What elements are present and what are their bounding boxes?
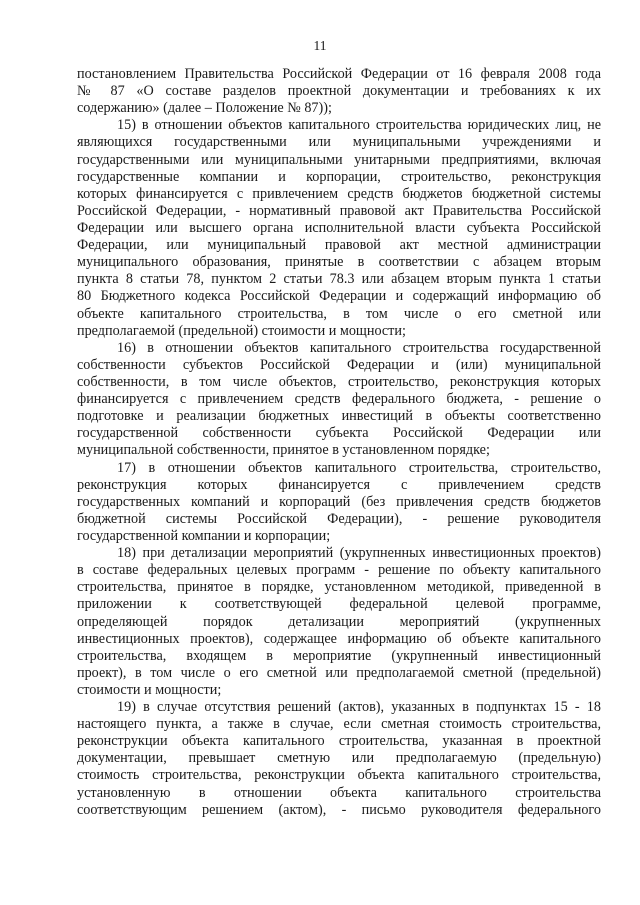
text-line: муниципальной собственности, принятое в установленном порядке; xyxy=(77,442,490,459)
text-line: инвестиционных проектов), содержащее информацию об объекте капитального xyxy=(77,630,601,647)
text-line: объекте капитального строительства, в том числе о его сметной или xyxy=(77,305,601,322)
document-body xyxy=(77,66,601,819)
text-line: государственными или муниципальными унитарными предприятиями, включая xyxy=(77,151,601,168)
text-line: стоимости и мощности; xyxy=(77,681,222,698)
text-line: постановлением Правительства Российской Федерации от 16 февраля 2008 года xyxy=(77,66,601,82)
paragraph-item-18 xyxy=(77,545,601,699)
text-line: муниципального образования, принятые в соответствии с абзацем вторым xyxy=(77,254,601,271)
text-line: приложении к соответствующей федеральной целевой программе, xyxy=(77,596,601,613)
text-line: определяющей порядок детализации мероприятий (укрупненных xyxy=(77,613,601,630)
text-line: собственности субъектов Российской Федерации и (или) муниципальной xyxy=(77,356,601,373)
text-line: установленную в отношении объекта капитального строительства xyxy=(77,784,601,801)
text-line: 16) в отношении объектов капитального строительства государственной xyxy=(117,339,601,356)
paragraph-item-19 xyxy=(77,699,601,819)
text-line: строительства, принятое в порядке, установленном методикой, приведенной в xyxy=(77,579,601,596)
text-line: собственности, в том числе объектов, строительство, реконструкция которых xyxy=(77,373,601,390)
text-line: пункта 8 статьи 78, пунктом 2 статьи 78.3 или абзацем вторым пункта 1 статьи xyxy=(77,271,601,288)
text-line: финансируется с привлечением средств федерального бюджета, - решение о xyxy=(77,391,601,408)
text-line: соответствующим решением (актом), - письмо руководителя федерального xyxy=(77,801,601,818)
paragraph-item-16 xyxy=(77,340,601,460)
text-line: стоимость строительства, реконструкции объекта капитального строительства, xyxy=(77,767,601,784)
paragraph-continuation xyxy=(77,66,601,117)
text-line: бюджетной системы Российской Федерации), - решение руководителя xyxy=(77,510,601,527)
text-line: 17) в отношении объектов капитального строительства, строительство, xyxy=(117,459,601,476)
paragraph-item-17 xyxy=(77,460,601,546)
text-line: настоящего пункта, а также в случае, если сметная стоимость строительства, xyxy=(77,716,601,733)
text-line: Федерации, или муниципальный правовой акт местной администрации xyxy=(77,237,601,254)
text-line: № 87 «О составе разделов проектной документации и требованиях к их xyxy=(77,83,601,100)
text-line: проект), в том числе о его сметной или предполагаемой сметной (предельной) xyxy=(77,664,601,681)
text-line: которых финансируется с привлечением средств бюджетов бюджетной системы xyxy=(77,185,601,202)
text-line: Российской Федерации, - нормативный правовой акт Правительства Российской xyxy=(77,202,601,219)
text-line: документации, превышает сметную или предполагаемую (предельную) xyxy=(77,750,601,767)
text-line: содержанию» (далее – Положение № 87)); xyxy=(77,100,332,117)
paragraph-item-15 xyxy=(77,117,601,339)
text-line: реконструкция которых финансируется с привлечением средств xyxy=(77,476,601,493)
text-line: являющихся государственными или муниципальными учреждениями и xyxy=(77,134,601,151)
text-line: государственной собственности субъекта Российской Федерации или xyxy=(77,425,601,442)
text-line: Федерации или высшего органа исполнительной власти субъекта Российской xyxy=(77,219,601,236)
text-line: государственные компании и корпорации, строительство, реконструкция xyxy=(77,168,601,185)
text-line: строительства, входящем в мероприятие (укрупненный инвестиционный xyxy=(77,647,601,664)
text-line: 19) в случае отсутствия решений (актов), указанных в подпунктах 15 - 18 xyxy=(117,699,601,716)
page-number: 11 xyxy=(313,38,327,53)
text-line: предполагаемой (предельной) стоимости и мощности; xyxy=(77,322,406,339)
text-line: 80 Бюджетного кодекса Российской Федерации и содержащий информацию об xyxy=(77,288,601,305)
text-line: в составе федеральных целевых программ - решение по объекту капитального xyxy=(77,562,601,579)
text-line: 15) в отношении объектов капитального строительства юридических лиц, не xyxy=(117,117,601,134)
text-line: 18) при детализации мероприятий (укрупненных инвестиционных проектов) xyxy=(117,545,601,562)
text-line: государственной компании и корпорации; xyxy=(77,527,331,544)
text-line: подготовке и реализации бюджетных инвестиций в объекты соответственно xyxy=(77,408,601,425)
text-line: государственных компаний и корпораций (без привлечения средств бюджетов xyxy=(77,493,601,510)
text-line: реконструкции объекта капитального строительства, указанная в проектной xyxy=(77,733,601,750)
